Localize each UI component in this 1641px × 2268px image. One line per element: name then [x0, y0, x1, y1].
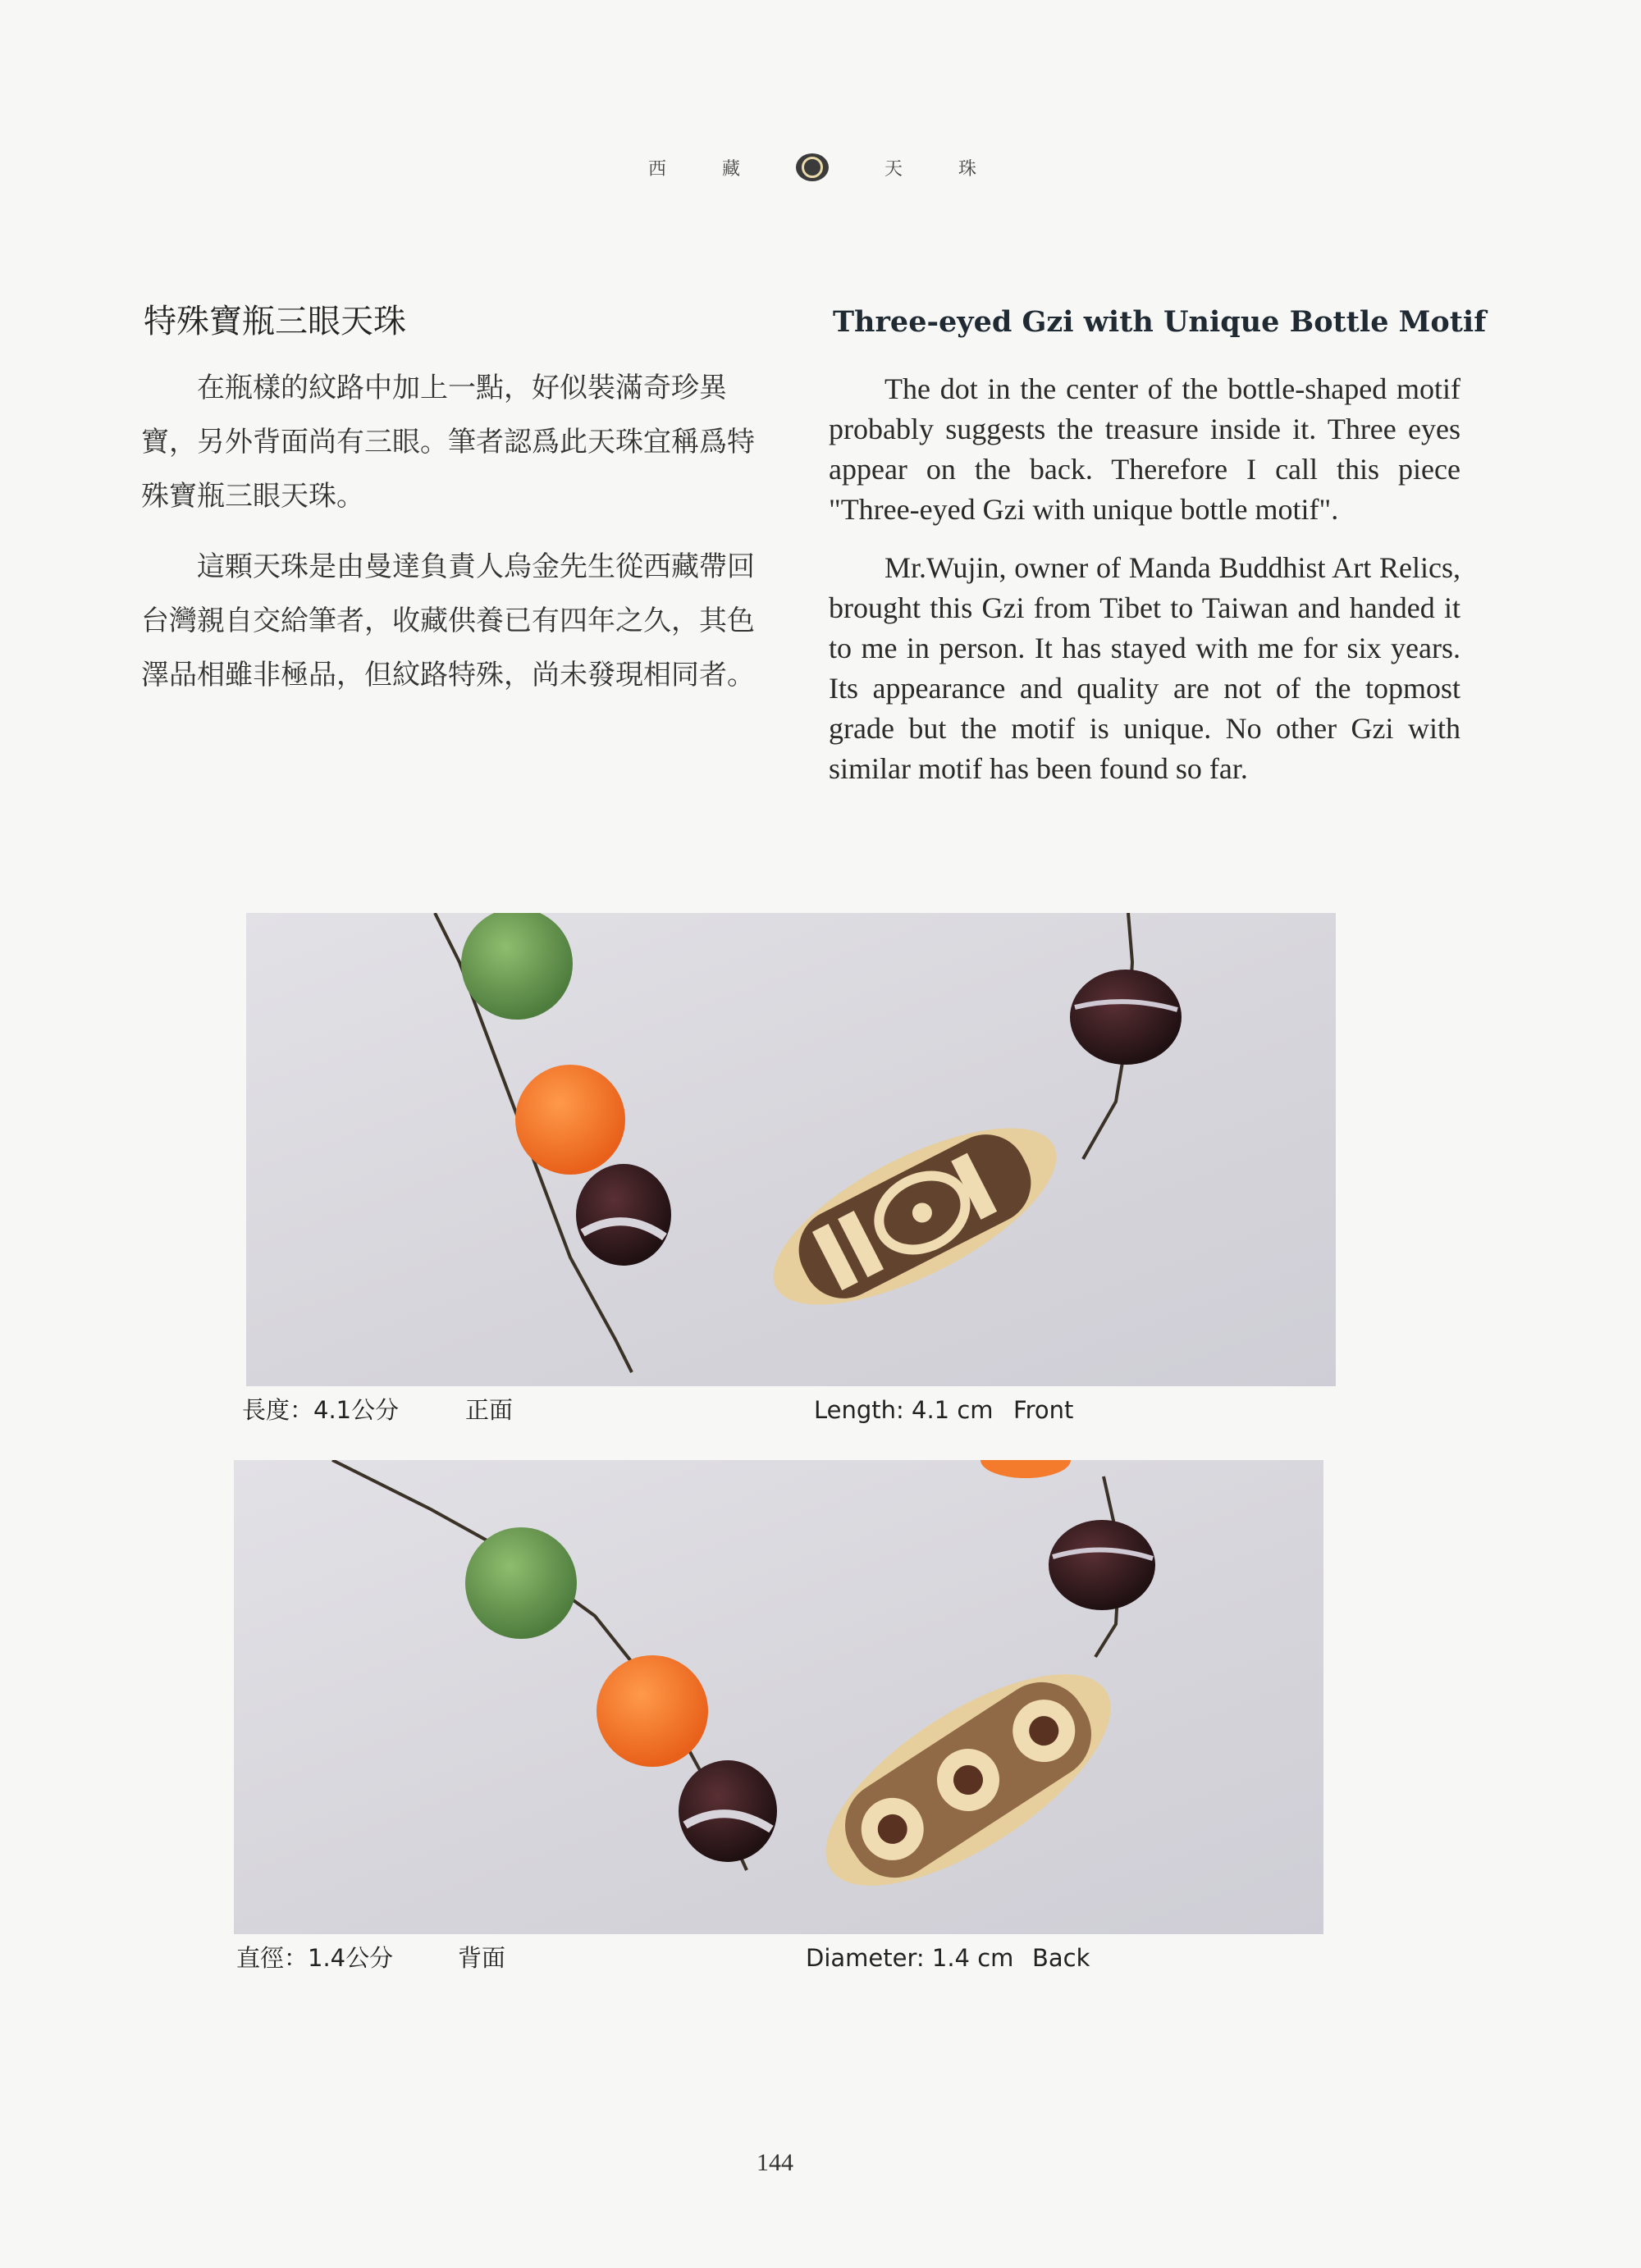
- gzi-bead-front: [749, 1093, 1081, 1340]
- caption-back-zh: 背面: [458, 1944, 506, 1972]
- gzi-bead-back: [794, 1634, 1143, 1925]
- caption-back-en: Back: [1032, 1944, 1090, 1972]
- caption-front-en: Front: [1013, 1396, 1074, 1424]
- page-number: 144: [757, 2149, 793, 2176]
- zh-text-block: [141, 361, 773, 719]
- bead-photo-front: [246, 913, 1336, 1386]
- caption-diameter-en: Diameter: 1.4 cm: [806, 1944, 1014, 1972]
- en-paragraph-1: The dot in the center of the bottle-shaped motif probably suggests the treasure inside it. Three eyes appear on the back. Therefore I call this piece "Three-eyed Gzi with unique bottle motif".: [829, 372, 1460, 526]
- gzi-logo-icon: [796, 153, 829, 181]
- header-char-4: 珠: [958, 158, 976, 180]
- running-header: [648, 153, 976, 182]
- caption-diameter-zh: 直徑：1.4公分: [236, 1944, 394, 1972]
- agate-bead: [1070, 970, 1182, 1065]
- header-char-3: 天: [884, 158, 903, 180]
- turquoise-bead: [461, 913, 573, 1020]
- zh-paragraph-2: 這顆天珠是由曼達負責人烏金先生從西藏帶回台灣親自交給筆者，收藏供養已有四年之久，其色澤品相雖非極品，但紋路特殊，尚未發現相同者。: [141, 550, 755, 691]
- bead-photo-back: [234, 1460, 1323, 1934]
- agate-bead: [576, 1164, 671, 1266]
- bead-necklace-back-illustration: [234, 1460, 1323, 1934]
- header-char-1: 西: [648, 158, 667, 180]
- header-char-2: 藏: [722, 158, 741, 180]
- turquoise-bead: [465, 1527, 577, 1639]
- en-text-block: [829, 369, 1460, 807]
- caption-length-zh: 長度：4.1公分: [242, 1396, 400, 1424]
- caption-front-zh: 正面: [465, 1396, 514, 1424]
- en-heading: Three-eyed Gzi with Unique Bottle Motif: [833, 305, 1487, 339]
- en-paragraph-2: Mr.Wujin, owner of Manda Buddhist Art Relics, brought this Gzi from Tibet to Taiwan and handed it to me in person. It has stayed with me for six years. Its appearance and quality are not of the topmost grade but the motif is unique. No other Gzi with similar motif has been found so far.: [829, 551, 1460, 785]
- bead-necklace-front-illustration: [246, 913, 1336, 1386]
- zh-paragraph-1: 在瓶樣的紋路中加上一點，好似裝滿奇珍異寶，另外背面尚有三眼。筆者認爲此天珠宜稱爲特殊寶瓶三眼天珠。: [141, 372, 755, 513]
- caption-length-en: Length: 4.1 cm: [814, 1396, 994, 1424]
- agate-bead: [1049, 1520, 1155, 1610]
- coral-bead: [515, 1065, 625, 1175]
- zh-heading: 特殊寶瓶三眼天珠: [144, 303, 406, 340]
- coral-bead: [597, 1655, 708, 1767]
